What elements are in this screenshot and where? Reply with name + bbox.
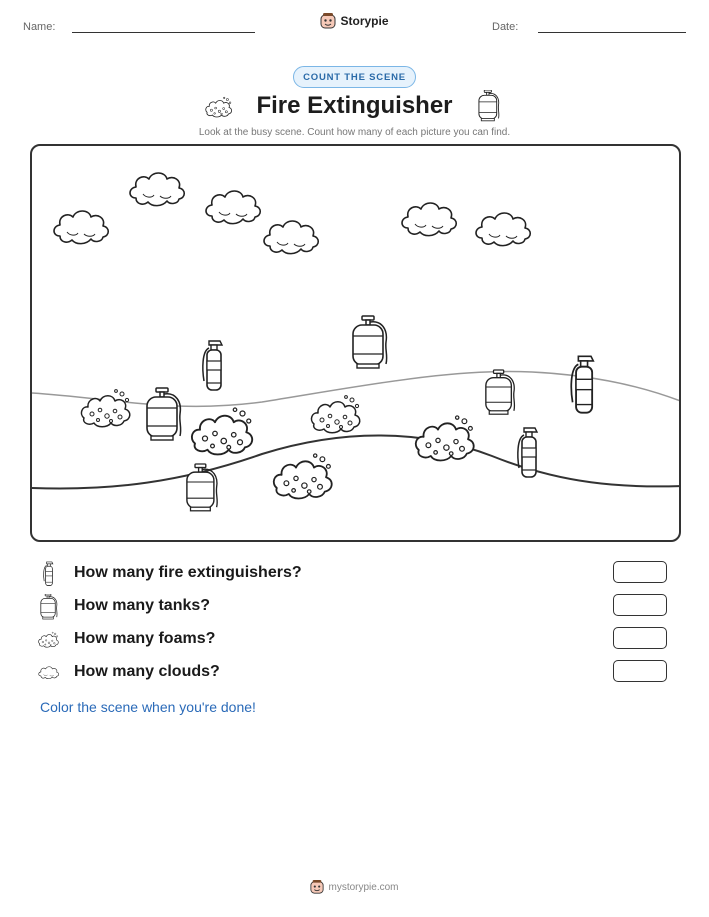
busy-scene	[30, 144, 681, 542]
cloud-icon	[264, 221, 318, 254]
tank-icon	[477, 90, 501, 122]
fire-extinguisher-icon	[38, 561, 60, 587]
answer-box-tanks[interactable]	[613, 594, 667, 616]
foam-icon	[274, 454, 332, 499]
foam-icon	[81, 390, 129, 427]
date-line[interactable]	[538, 32, 686, 33]
cloud-icon	[476, 213, 530, 246]
question-text: How many fire extinguishers?	[74, 564, 302, 581]
foam-icon	[416, 416, 474, 461]
brand-name: Storypie	[340, 14, 389, 28]
brand	[0, 13, 709, 32]
question-row-fire-extinguishers	[38, 561, 678, 587]
foam-icon	[192, 408, 252, 454]
cloud-icon	[54, 211, 108, 244]
footer	[0, 880, 709, 897]
cloud-icon	[206, 191, 260, 224]
front-hill-line	[32, 435, 681, 488]
answer-box-clouds[interactable]	[613, 660, 667, 682]
storypie-logo-icon	[310, 880, 324, 894]
tank-icon	[38, 594, 60, 620]
foam-icon	[38, 627, 60, 653]
answer-box-fire-extinguishers[interactable]	[613, 561, 667, 583]
date-label: Date:	[492, 21, 519, 33]
cloud-icon	[130, 173, 184, 206]
answer-box-foams[interactable]	[613, 627, 667, 649]
question-text: How many clouds?	[74, 663, 220, 680]
footer-brand: mystorypie.com	[328, 881, 399, 893]
name-line[interactable]	[72, 32, 255, 33]
fire-extinguisher-icon	[518, 428, 537, 477]
count-the-scene-badge: COUNT THE SCENE	[293, 66, 416, 88]
tank-icon	[486, 370, 515, 414]
instructions: Look at the busy scene. Count how many of each picture you can find.	[198, 127, 511, 138]
question-text: How many foams?	[74, 630, 216, 647]
page-title: Fire Extinguisher	[256, 92, 453, 119]
fire-extinguisher-icon	[571, 356, 593, 412]
question-text: How many tanks?	[74, 597, 211, 614]
name-label: Name:	[23, 21, 56, 33]
storypie-logo-icon	[320, 13, 336, 29]
cloud-icon	[38, 660, 60, 686]
cloud-icon	[402, 203, 456, 236]
tank-icon	[147, 388, 181, 440]
question-row-clouds	[38, 660, 678, 686]
foam-icon	[311, 396, 359, 433]
tank-icon	[187, 464, 217, 511]
color-instruction: Color the scene when you're done!	[40, 699, 256, 715]
tank-icon	[353, 316, 387, 368]
question-row-foams	[38, 627, 678, 653]
fire-extinguisher-icon	[203, 341, 222, 390]
question-row-tanks	[38, 594, 678, 620]
